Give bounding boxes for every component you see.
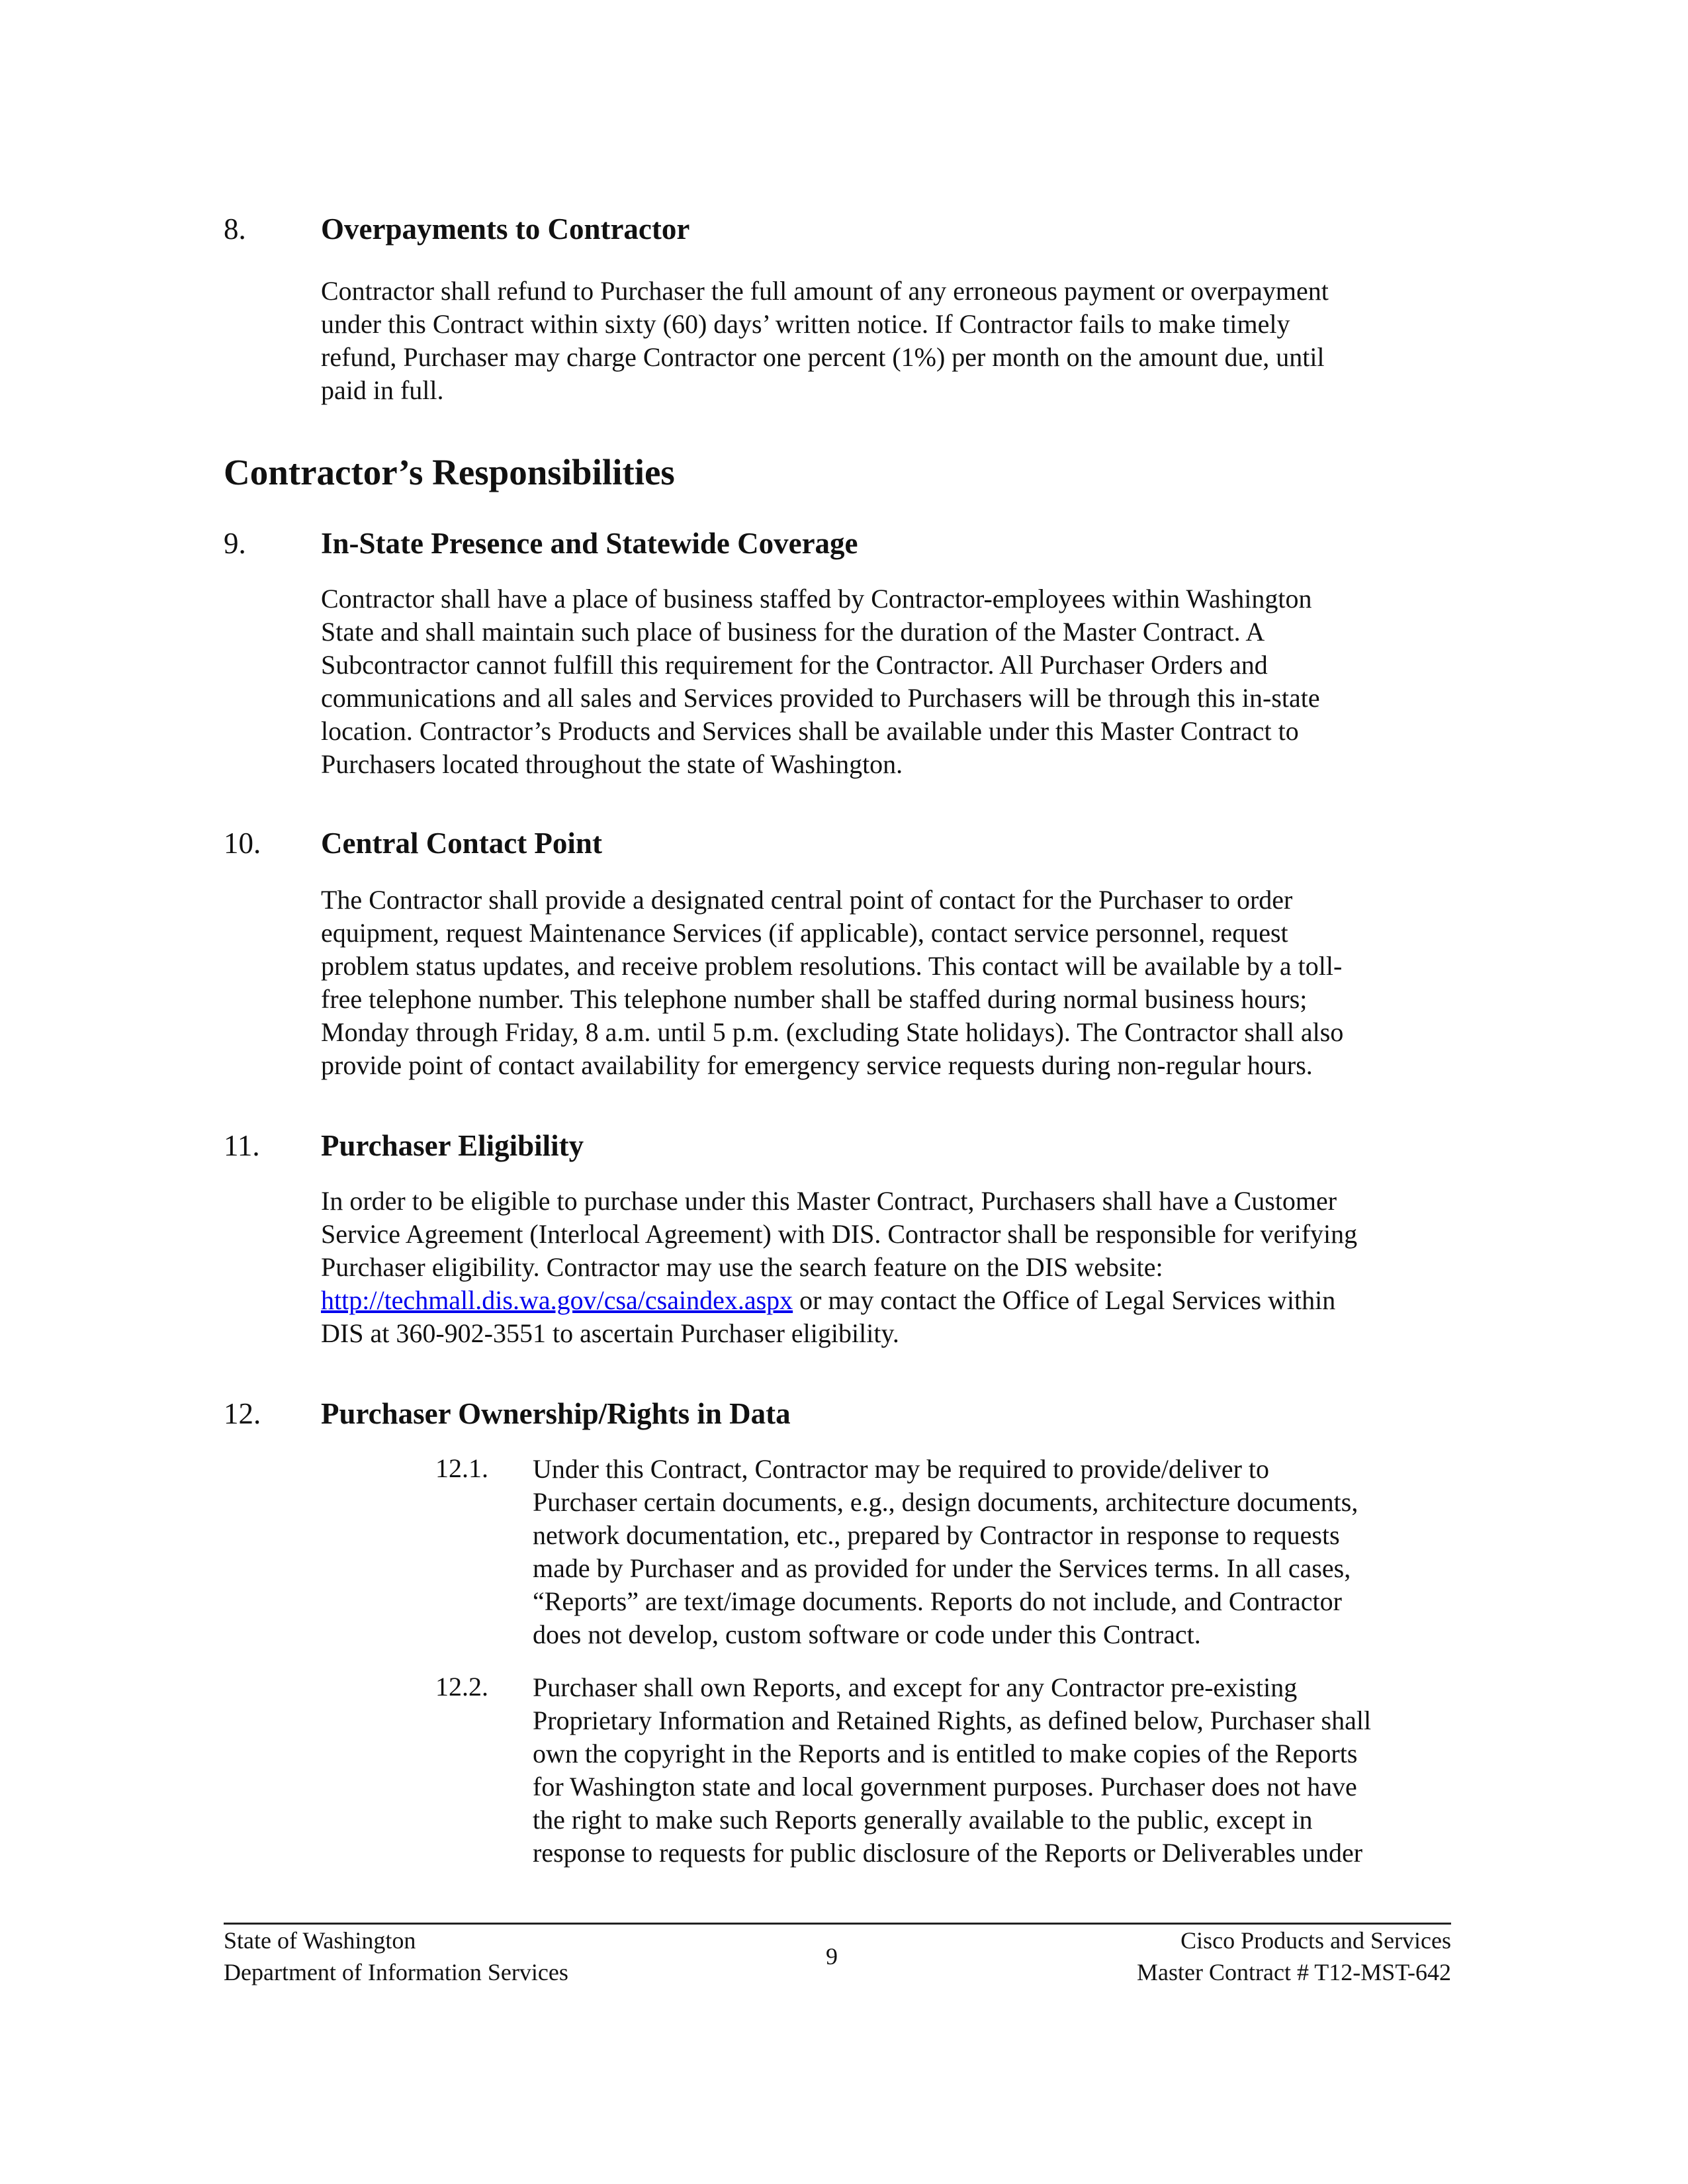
paragraph-line: paid in full. — [321, 375, 444, 405]
section-title: Central Contact Point — [321, 827, 602, 860]
paragraph-line: equipment, request Maintenance Services (if applicable), contact service personnel, request — [321, 918, 1288, 948]
link-trailing-text: or may contact the Office of Legal Services within — [793, 1285, 1336, 1315]
footer-right — [1059, 1925, 1451, 1988]
section-number: 9. — [224, 527, 246, 560]
subsection-paragraph — [533, 1671, 1486, 1870]
paragraph-line: own the copyright in the Reports and is entitled to make copies of the Reports — [533, 1739, 1358, 1768]
footer-products: Cisco Products and Services — [1180, 1927, 1451, 1954]
paragraph-line: “Reports” are text/image documents. Reports do not include, and Contractor — [533, 1586, 1342, 1616]
paragraph-line: location. Contractor’s Products and Services shall be available under this Master Contract to — [321, 716, 1299, 746]
paragraph-line: response to requests for public disclosure of the Reports or Deliverables under — [533, 1838, 1363, 1868]
paragraph-line: problem status updates, and receive problem resolutions. This contact will be available by a toll- — [321, 951, 1343, 981]
paragraph-line: under this Contract within sixty (60) days’ written notice. If Contractor fails to make timely — [321, 309, 1290, 339]
paragraph-line: Purchaser certain documents, e.g., design documents, architecture documents, — [533, 1487, 1358, 1517]
paragraph-line: Purchasers located throughout the state of Washington. — [321, 749, 903, 779]
section-number: 11. — [224, 1129, 260, 1162]
paragraph-line: Contractor shall refund to Purchaser the full amount of any erroneous payment or overpayment — [321, 276, 1329, 306]
paragraph-line-with-link — [321, 1284, 1486, 1317]
footer-state: State of Washington — [224, 1927, 416, 1954]
paragraph-line: communications and all sales and Services provided to Purchasers will be through this in-state — [321, 683, 1320, 713]
paragraph-line: Proprietary Information and Retained Rights, as defined below, Purchaser shall — [533, 1706, 1372, 1735]
paragraph-line: network documentation, etc., prepared by Contractor in response to requests — [533, 1520, 1340, 1550]
paragraph-line: DIS at 360-902-3551 to ascertain Purchaser eligibility. — [321, 1318, 899, 1348]
footer-department: Department of Information Services — [224, 1959, 568, 1985]
section-paragraph — [321, 884, 1486, 1082]
paragraph-line: Contractor shall have a place of business staffed by Contractor-employees within Washington — [321, 584, 1312, 614]
section-number: 12. — [224, 1397, 261, 1430]
section-paragraph — [321, 582, 1486, 781]
section-title: Purchaser Ownership/Rights in Data — [321, 1397, 791, 1430]
paragraph-line: State and shall maintain such place of business for the duration of the Master Contract. A — [321, 617, 1265, 647]
page-number: 9 — [826, 1943, 838, 1970]
subsection-number: 12.2. — [435, 1672, 488, 1702]
section-paragraph — [321, 275, 1486, 407]
paragraph-line: made by Purchaser and as provided for under the Services terms. In all cases, — [533, 1553, 1351, 1583]
section-title: Overpayments to Contractor — [321, 212, 690, 246]
subsection-paragraph — [533, 1453, 1486, 1651]
footer-left — [224, 1925, 568, 1988]
paragraph-line: In order to be eligible to purchase under this Master Contract, Purchasers shall have a Customer — [321, 1186, 1337, 1216]
paragraph-line: the right to make such Reports generally available to the public, except in — [533, 1805, 1313, 1835]
paragraph-line: provide point of contact availability for emergency service requests during non-regular hours. — [321, 1050, 1313, 1080]
section-title: In-State Presence and Statewide Coverage — [321, 527, 858, 560]
section-paragraph — [321, 1185, 1486, 1350]
paragraph-line: free telephone number. This telephone number shall be staffed during normal business hours; — [321, 984, 1308, 1014]
paragraph-line: for Washington state and local government purposes. Purchaser does not have — [533, 1772, 1357, 1801]
dis-website-link[interactable]: http://techmall.dis.wa.gov/csa/csaindex.aspx — [321, 1285, 793, 1315]
paragraph-line: The Contractor shall provide a designated central point of contact for the Purchaser to order — [321, 885, 1293, 915]
paragraph-line: Monday through Friday, 8 a.m. until 5 p.m. (excluding State holidays). The Contractor shall also — [321, 1017, 1344, 1047]
section-number: 8. — [224, 212, 246, 246]
paragraph-line: Subcontractor cannot fulfill this requirement for the Contractor. All Purchaser Orders and — [321, 650, 1268, 680]
paragraph-line: Purchaser shall own Reports, and except for any Contractor pre-existing — [533, 1672, 1298, 1702]
section-title: Purchaser Eligibility — [321, 1129, 584, 1162]
paragraph-line: refund, Purchaser may charge Contractor one percent (1%) per month on the amount due, until — [321, 342, 1325, 372]
section-number: 10. — [224, 827, 261, 860]
footer-contract-number: Master Contract # T12-MST-642 — [1137, 1959, 1451, 1985]
paragraph-line: Service Agreement (Interlocal Agreement) with DIS. Contractor shall be responsible for verifying — [321, 1219, 1358, 1249]
subsection-number: 12.1. — [435, 1453, 488, 1483]
paragraph-line: Purchaser eligibility. Contractor may use the search feature on the DIS website: — [321, 1252, 1163, 1282]
paragraph-line: does not develop, custom software or code under this Contract. — [533, 1619, 1201, 1649]
major-heading: Contractor’s Responsibilities — [224, 452, 675, 492]
paragraph-line: Under this Contract, Contractor may be required to provide/deliver to — [533, 1454, 1270, 1484]
